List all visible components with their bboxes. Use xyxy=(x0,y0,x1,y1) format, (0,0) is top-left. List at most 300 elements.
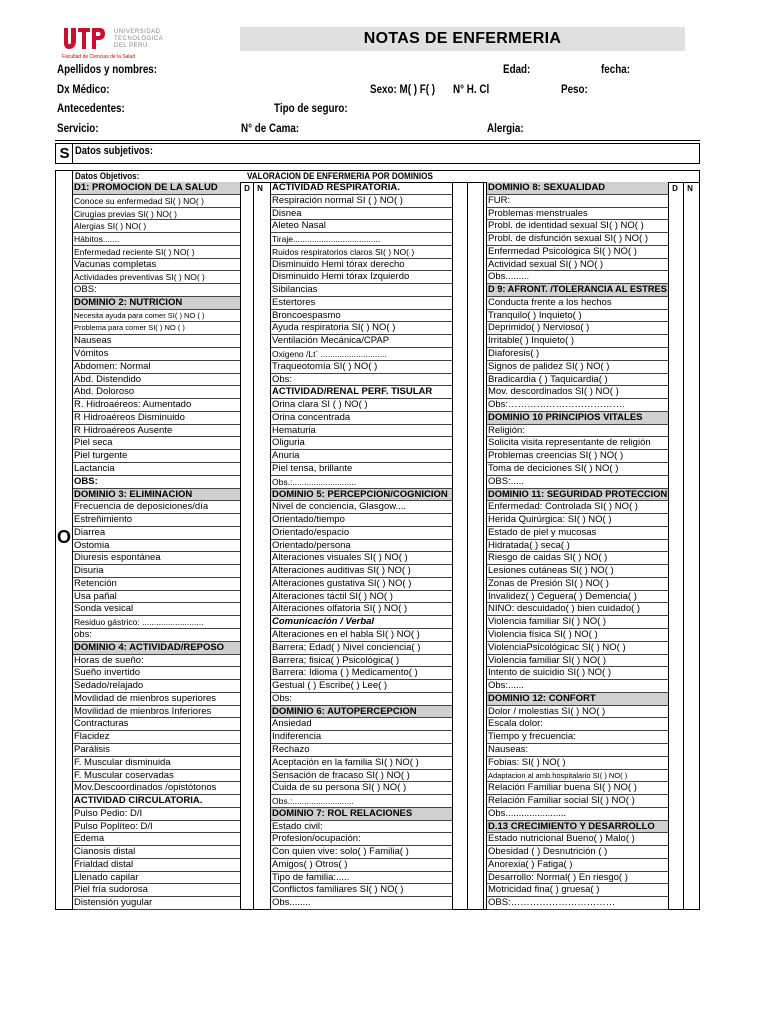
row-label: Barrera; fisica( ) Psicológica( ) xyxy=(272,654,400,666)
form-row xyxy=(271,501,452,514)
subjective-letter: S xyxy=(59,145,70,162)
form-row xyxy=(487,463,668,476)
row-label: Motricidad fina( ) gruesa( ) xyxy=(488,884,600,896)
form-row xyxy=(271,437,452,450)
row-label: DOMINIO 6: AUTOPERCEPCION xyxy=(272,705,417,717)
form-row xyxy=(487,578,668,591)
row-label: Necesita ayuda para comer SI( ) NO ( ) xyxy=(74,310,205,320)
row-label: Oxigeno /Lt´ ............................ xyxy=(272,349,387,360)
form-row xyxy=(487,731,668,744)
form-row xyxy=(73,846,240,859)
form-row xyxy=(73,603,240,616)
row-label: Probl. de identidad sexual SI( ) NO( ) xyxy=(488,220,644,232)
form-row xyxy=(487,833,668,846)
domain-header xyxy=(487,284,668,297)
row-label: D.13 CRECIMIENTO Y DESARROLLO xyxy=(488,820,655,832)
row-label: Mov. descordinados SI( ) NO( ) xyxy=(488,386,619,398)
form-row xyxy=(487,616,668,629)
row-label: Obesidad ( ) Desnutrición ( ) xyxy=(488,846,608,858)
form-row xyxy=(73,565,240,578)
row-label: Actividad sexual SI( ) NO( ) xyxy=(488,258,604,270)
row-label: Violencia física SI( ) NO( ) xyxy=(488,629,598,641)
form-row xyxy=(271,297,452,310)
form-row xyxy=(73,399,240,412)
domain-column-1 xyxy=(73,182,240,910)
form-row xyxy=(73,514,240,527)
row-label: Respiración normal SI ( ) NO( ) xyxy=(272,194,403,206)
form-row xyxy=(487,297,668,310)
row-label: Aleteo Nasal xyxy=(272,220,326,232)
row-label: R. Hidroaéreos: Aumentado xyxy=(74,399,192,411)
row-label: NINO: descuidado( ) bien cuidado( ) xyxy=(488,603,641,615)
form-row xyxy=(271,821,452,834)
form-row xyxy=(487,527,668,540)
form-row xyxy=(487,322,668,335)
row-label: Estado civil: xyxy=(272,820,323,832)
form-row xyxy=(73,693,240,706)
row-label: Lactancia xyxy=(74,462,115,474)
row-label: Frecuencia de deposiciones/día xyxy=(74,501,209,513)
domain-header xyxy=(271,489,452,502)
form-row xyxy=(487,310,668,323)
row-label: Orientado/persona xyxy=(272,539,351,551)
row-label: D 9: AFRONT. /TOLERANCIA AL ESTRES xyxy=(488,284,667,296)
row-label: Piel tensa, brillante xyxy=(272,462,353,474)
field-servicio: Servicio: xyxy=(57,121,99,135)
row-label: Invalidez( ) Ceguera( ) Demencia( ) xyxy=(488,590,637,602)
row-label: Mov.Descoordinados /opistótonos xyxy=(74,782,217,794)
domain-header xyxy=(73,642,240,655)
row-label: Estreñimiento xyxy=(74,514,133,526)
row-label: Riesgo de caidas SI( ) NO( ) xyxy=(488,552,608,564)
valoracion-label: VALORACION DE ENFERMERIA POR DOMINIOS xyxy=(247,171,433,181)
form-row xyxy=(73,284,240,297)
row-label: Sueño invertido xyxy=(74,667,141,679)
row-label: Sonda vesical xyxy=(74,603,134,615)
row-label: OBS:…………………………… xyxy=(488,897,616,909)
row-label: Estertores xyxy=(272,296,316,308)
row-label: Conoce su enfermedad SI( ) NO( ) xyxy=(74,195,204,206)
form-row xyxy=(487,335,668,348)
row-label: Adaptacion al amb.hospitalario SI( ) NO( ) xyxy=(488,770,628,780)
domain-header xyxy=(73,182,240,195)
form-row xyxy=(271,693,452,706)
row-label: Profesion/ocupación: xyxy=(272,833,361,845)
row-label: Comunicación / Verbal xyxy=(272,616,375,628)
form-row xyxy=(487,437,668,450)
row-label: Gestual ( ) Escribe( ) Lee( ) xyxy=(272,680,388,692)
row-label: Indiferencia xyxy=(272,731,322,743)
form-row xyxy=(73,744,240,757)
row-label: Obs: xyxy=(272,373,293,385)
row-label: Con quien vive: solo( ) Familia( ) xyxy=(272,846,409,858)
form-row xyxy=(73,782,240,795)
form-row xyxy=(487,884,668,897)
row-label: Solicita visita representante de religión xyxy=(488,437,651,449)
row-label: Disnea xyxy=(272,207,302,219)
domain-header xyxy=(73,489,240,502)
row-label: Rechazo xyxy=(272,743,310,755)
row-label: Enfermedad: Controlada SI( ) NO( ) xyxy=(488,501,638,513)
row-label: Tiempo y frecuencia: xyxy=(488,731,576,743)
row-label: Herida Quirúrgica: SI( ) NO( ) xyxy=(488,514,612,526)
row-label: Enfermedad reciente SI( ) NO( ) xyxy=(74,246,195,257)
field-dx: Dx Médico: xyxy=(57,82,110,96)
form-row xyxy=(73,616,240,629)
form-row xyxy=(73,412,240,425)
form-row xyxy=(73,552,240,565)
row-label: Piel fría sudorosa xyxy=(74,884,148,896)
form-row xyxy=(73,731,240,744)
form-row xyxy=(271,374,452,387)
row-label: Nauseas: xyxy=(488,743,529,755)
form-row xyxy=(271,655,452,668)
form-row xyxy=(73,271,240,284)
row-label: Piel turgente xyxy=(74,450,128,462)
form-row xyxy=(271,361,452,374)
objective-letter: O xyxy=(56,527,71,547)
field-seguro: Tipo de seguro: xyxy=(274,101,348,115)
row-label: DOMINIO 10 PRINCIPIOS VITALES xyxy=(488,411,643,423)
form-row xyxy=(487,208,668,221)
form-row xyxy=(271,782,452,795)
row-label: Relación Familiar social SI( ) NO( ) xyxy=(488,795,635,807)
row-label: OBS: xyxy=(74,475,98,487)
row-label: Problemas creencias SI( ) NO( ) xyxy=(488,450,624,462)
row-label: Parálisis xyxy=(74,743,110,755)
row-label: Sibilancias xyxy=(272,284,318,296)
row-label: Abd. Doloroso xyxy=(74,386,135,398)
row-label: Tipo de familia:..... xyxy=(272,871,350,883)
form-row xyxy=(73,667,240,680)
field-apellidos: Apellidos y nombres: xyxy=(57,62,158,76)
form-row xyxy=(73,476,240,489)
row-label: Enfermedad Psicológica SI( ) NO( ) xyxy=(488,245,637,257)
row-label: D1: PROMOCION DE LA SALUD xyxy=(74,182,218,193)
form-row xyxy=(487,859,668,872)
form-row xyxy=(487,782,668,795)
form-row xyxy=(271,770,452,783)
row-label: Violencia familiar SI( ) NO( ) xyxy=(488,654,607,666)
row-label: Barrera; Edad( ) Nivel conciencia( ) xyxy=(272,641,421,653)
row-label: Nivel de conciencia, Glasgow.... xyxy=(272,501,407,513)
form-row xyxy=(271,897,452,910)
field-sexo: Sexo: M( ) F( ) xyxy=(370,82,436,96)
domain-header xyxy=(73,297,240,310)
row-label: FUR: xyxy=(488,194,511,206)
domain-header xyxy=(271,808,452,821)
row-label: Nauseas xyxy=(74,335,112,347)
row-label: Vómitos xyxy=(74,348,109,360)
row-label: Cirugías previas SI( ) NO( ) xyxy=(74,208,177,219)
domain-header xyxy=(487,182,668,195)
row-label: Obs......... xyxy=(488,271,530,283)
form-row xyxy=(73,463,240,476)
row-label: Bradicardia ( ) Taquicardia( ) xyxy=(488,373,608,385)
domain-header xyxy=(487,489,668,502)
row-label: Deprimido( ) Nervioso( ) xyxy=(488,322,590,334)
row-label: DOMINIO 2: NUTRICION xyxy=(74,296,183,308)
row-label: Traqueotomía SI( ) NO( ) xyxy=(272,360,378,372)
form-row xyxy=(271,463,452,476)
row-label: Orientado/tiempo xyxy=(272,514,345,526)
form-row xyxy=(271,182,452,195)
form-row xyxy=(487,425,668,438)
row-label: Disminuido Hemi tórax Izquierdo xyxy=(272,271,410,283)
row-label: DOMINIO 4: ACTIVIDAD/REPOSO xyxy=(74,641,225,653)
form-row xyxy=(487,795,668,808)
subjective-divider xyxy=(72,143,73,164)
row-label: Alteraciones gustativa SI( ) NO( ) xyxy=(272,577,412,589)
row-label: Cuida de su persona SI( ) NO( ) xyxy=(272,782,407,794)
row-label: Disuria xyxy=(74,565,104,577)
page-title: NOTAS DE ENFERMERIA xyxy=(240,27,685,51)
form-row xyxy=(271,629,452,642)
form-row xyxy=(487,540,668,553)
form-row xyxy=(73,425,240,438)
form-row xyxy=(271,795,452,808)
form-row xyxy=(487,374,668,387)
form-row xyxy=(487,603,668,616)
form-row xyxy=(73,348,240,361)
row-label: Zonas de Presión SI( ) NO( ) xyxy=(488,577,609,589)
row-label: Alteraciones auditivas SI( ) NO( ) xyxy=(272,565,411,577)
row-label: Conflictos familiares SI( ) NO( ) xyxy=(272,884,404,896)
form-row xyxy=(271,884,452,897)
row-label: DOMINIO 3: ELIMINACION xyxy=(74,488,193,500)
row-label: Orina concentrada xyxy=(272,411,351,423)
form-row xyxy=(271,731,452,744)
row-label: Abd. Distendido xyxy=(74,373,142,385)
row-label: Piel seca xyxy=(74,437,113,449)
form-row xyxy=(487,667,668,680)
form-row xyxy=(73,374,240,387)
col3-n-header: N xyxy=(687,184,693,193)
form-row xyxy=(73,757,240,770)
form-row xyxy=(271,603,452,616)
row-label: Edema xyxy=(74,833,105,845)
row-label: Cianosis distal xyxy=(74,846,136,858)
field-peso: Peso: xyxy=(561,82,588,96)
form-row xyxy=(271,386,452,399)
form-row xyxy=(487,552,668,565)
form-row xyxy=(271,322,452,335)
row-label: Alteraciones táctil SI( ) NO( ) xyxy=(272,590,393,602)
row-label: F. Muscular disminuida xyxy=(74,756,171,768)
form-row xyxy=(73,770,240,783)
domain-column-3 xyxy=(487,182,668,910)
form-row xyxy=(271,718,452,731)
form-row xyxy=(271,476,452,489)
row-label: Diuresis espontánea xyxy=(74,552,161,564)
row-label: Anorexia( ) Fatiga( ) xyxy=(488,858,573,870)
row-label: Conducta frente a los hechos xyxy=(488,296,612,308)
form-row xyxy=(487,399,668,412)
form-row xyxy=(271,833,452,846)
form-row xyxy=(487,846,668,859)
field-fecha: fecha: xyxy=(601,62,630,76)
form-row xyxy=(73,795,240,808)
row-label: Probl. de disfunción sexual SI( ) NO( ) xyxy=(488,233,648,245)
col1-n-line xyxy=(253,182,254,910)
col2-right-line xyxy=(483,182,484,910)
row-label: Desarrollo: Normal( ) En riesgo( ) xyxy=(488,871,628,883)
row-label: Signos de palidez SI( ) NO( ) xyxy=(488,360,610,372)
form-row xyxy=(73,629,240,642)
row-label: R Hidroaéreos Disminuido xyxy=(74,411,185,423)
row-label: obs: xyxy=(74,629,92,641)
field-nhc: N° H. Cl xyxy=(453,82,490,96)
row-label: Ayuda respiratoria SI( ) NO( ) xyxy=(272,322,396,334)
university-logo xyxy=(62,25,174,63)
row-label: DOMINIO 7: ROL RELACIONES xyxy=(272,807,413,819)
form-row xyxy=(487,591,668,604)
row-label: Fobias: SI( ) NO( ) xyxy=(488,756,566,768)
form-row xyxy=(487,718,668,731)
row-label: DOMINIO 11: SEGURIDAD PROTECCION xyxy=(488,488,668,500)
row-label: Horas de sueño: xyxy=(74,654,144,666)
form-row xyxy=(271,757,452,770)
form-row xyxy=(271,846,452,859)
row-label: Hidratada( ) seca( ) xyxy=(488,539,570,551)
form-row xyxy=(271,514,452,527)
row-label: Obs:………………………………. xyxy=(488,399,625,411)
row-label: Contracturas xyxy=(74,718,129,730)
row-label: Ostomia xyxy=(74,539,110,551)
row-label: DOMINIO 8: SEXUALIDAD xyxy=(488,182,606,193)
row-label: Hábitos....... xyxy=(74,234,120,245)
col3-d-header: D xyxy=(672,184,678,193)
row-label: Orina clara SI ( ) NO( ) xyxy=(272,399,368,411)
form-row xyxy=(271,335,452,348)
form-row xyxy=(271,552,452,565)
row-label: Ruidos respiratorios claros SI( ) NO( ) xyxy=(272,246,415,257)
row-label: Sedado/relajado xyxy=(74,680,144,692)
form-row xyxy=(487,386,668,399)
col1-d-line xyxy=(240,182,241,910)
row-label: Broncoespasmo xyxy=(272,309,341,321)
form-row xyxy=(271,271,452,284)
row-label: DOMINIO 5: PERCEPCION/COGNICION xyxy=(272,488,448,500)
row-label: Actividades preventivas SI( ) NO( ) xyxy=(74,272,205,283)
row-label: Dolor / molestias SI( ) NO( ) xyxy=(488,705,606,717)
domain-header xyxy=(487,693,668,706)
form-row xyxy=(271,246,452,259)
form-row xyxy=(73,259,240,272)
row-label: Obs.:.......................... xyxy=(272,796,354,807)
form-row xyxy=(487,361,668,374)
row-label: Obs........ xyxy=(272,897,311,909)
domain-header xyxy=(487,412,668,425)
row-label: OBS:..... xyxy=(488,475,524,487)
form-row xyxy=(271,208,452,221)
form-row xyxy=(271,667,452,680)
form-row xyxy=(271,425,452,438)
row-label: Obs....................... xyxy=(488,807,567,819)
form-row xyxy=(487,565,668,578)
row-label: Obs:...... xyxy=(488,680,524,692)
row-label: Tranquilo( ) Inquieto( ) xyxy=(488,309,582,321)
form-row xyxy=(271,591,452,604)
form-row xyxy=(73,591,240,604)
form-row xyxy=(73,859,240,872)
row-label: Retención xyxy=(74,577,117,589)
form-row xyxy=(487,501,668,514)
row-label: Vacunas completas xyxy=(74,258,157,270)
form-row xyxy=(73,706,240,719)
row-label: Irritable( ) Inquieto( ) xyxy=(488,335,575,347)
row-label: R Hidroaéreos Ausente xyxy=(74,424,173,436)
row-label: Intento de suicidio SI( ) NO( ) xyxy=(488,667,612,679)
row-label: Alteraciones visuales SI( ) NO( ) xyxy=(272,552,408,564)
form-row xyxy=(271,195,452,208)
row-label: Movilidad de mienbros Inferiores xyxy=(74,705,212,717)
row-label: Violencia familiar SI( ) NO( ) xyxy=(488,616,607,628)
row-label: Problemas menstruales xyxy=(488,207,588,219)
form-row xyxy=(487,680,668,693)
row-label: ACTIVIDAD/RENAL PERF. TISULAR xyxy=(272,386,433,398)
row-label: Obs: xyxy=(272,692,293,704)
form-row xyxy=(271,399,452,412)
form-row xyxy=(271,680,452,693)
form-row xyxy=(73,195,240,208)
utp-logo-icon xyxy=(62,25,106,51)
form-row xyxy=(271,348,452,361)
form-row xyxy=(487,514,668,527)
form-row xyxy=(73,872,240,885)
form-row xyxy=(73,233,240,246)
row-label: Obs.:........................... xyxy=(272,476,357,487)
row-label: Distensión yugular xyxy=(74,897,153,909)
form-row xyxy=(487,744,668,757)
form-row xyxy=(271,872,452,885)
row-label: OBS: xyxy=(74,284,97,296)
row-label: Estado nutricional Bueno( ) Malo( ) xyxy=(488,833,635,845)
form-row xyxy=(73,450,240,463)
form-row xyxy=(73,386,240,399)
row-label: Residuo gástrico: .......................... xyxy=(74,617,204,628)
row-label: Oliguria xyxy=(272,437,305,449)
row-label: Orientado/espacio xyxy=(272,526,350,538)
form-row xyxy=(73,884,240,897)
form-row xyxy=(271,310,452,323)
row-label: Estado de piel y mucosas xyxy=(488,526,597,538)
domain-column-2 xyxy=(271,182,452,910)
field-edad: Edad: xyxy=(503,62,531,76)
form-row xyxy=(271,616,452,629)
form-row xyxy=(271,233,452,246)
col2-n-line xyxy=(467,182,468,910)
field-alergia: Alergia: xyxy=(487,121,524,135)
form-row xyxy=(487,195,668,208)
form-row xyxy=(73,821,240,834)
subjective-label: Datos subjetivos: xyxy=(75,145,153,157)
row-label: ACTIVIDAD RESPIRATORIA. xyxy=(272,182,400,193)
row-label: Lesiones cutáneas SI( ) NO( ) xyxy=(488,565,614,577)
row-label: Frialdad distal xyxy=(74,858,134,870)
field-antecedentes: Antecedentes: xyxy=(57,101,125,115)
form-row xyxy=(73,540,240,553)
row-label: Pulso Pedio: D/I xyxy=(74,807,143,819)
form-row xyxy=(271,744,452,757)
row-label: Aceptación en la familia SI( ) NO( ) xyxy=(272,756,419,768)
row-label: Ventilación Mecánica/CPAP xyxy=(272,335,390,347)
form-row xyxy=(487,655,668,668)
row-label: Llenado capilar xyxy=(74,871,139,883)
form-row xyxy=(271,220,452,233)
row-label: Hematuria xyxy=(272,424,316,436)
domain-header xyxy=(487,821,668,834)
